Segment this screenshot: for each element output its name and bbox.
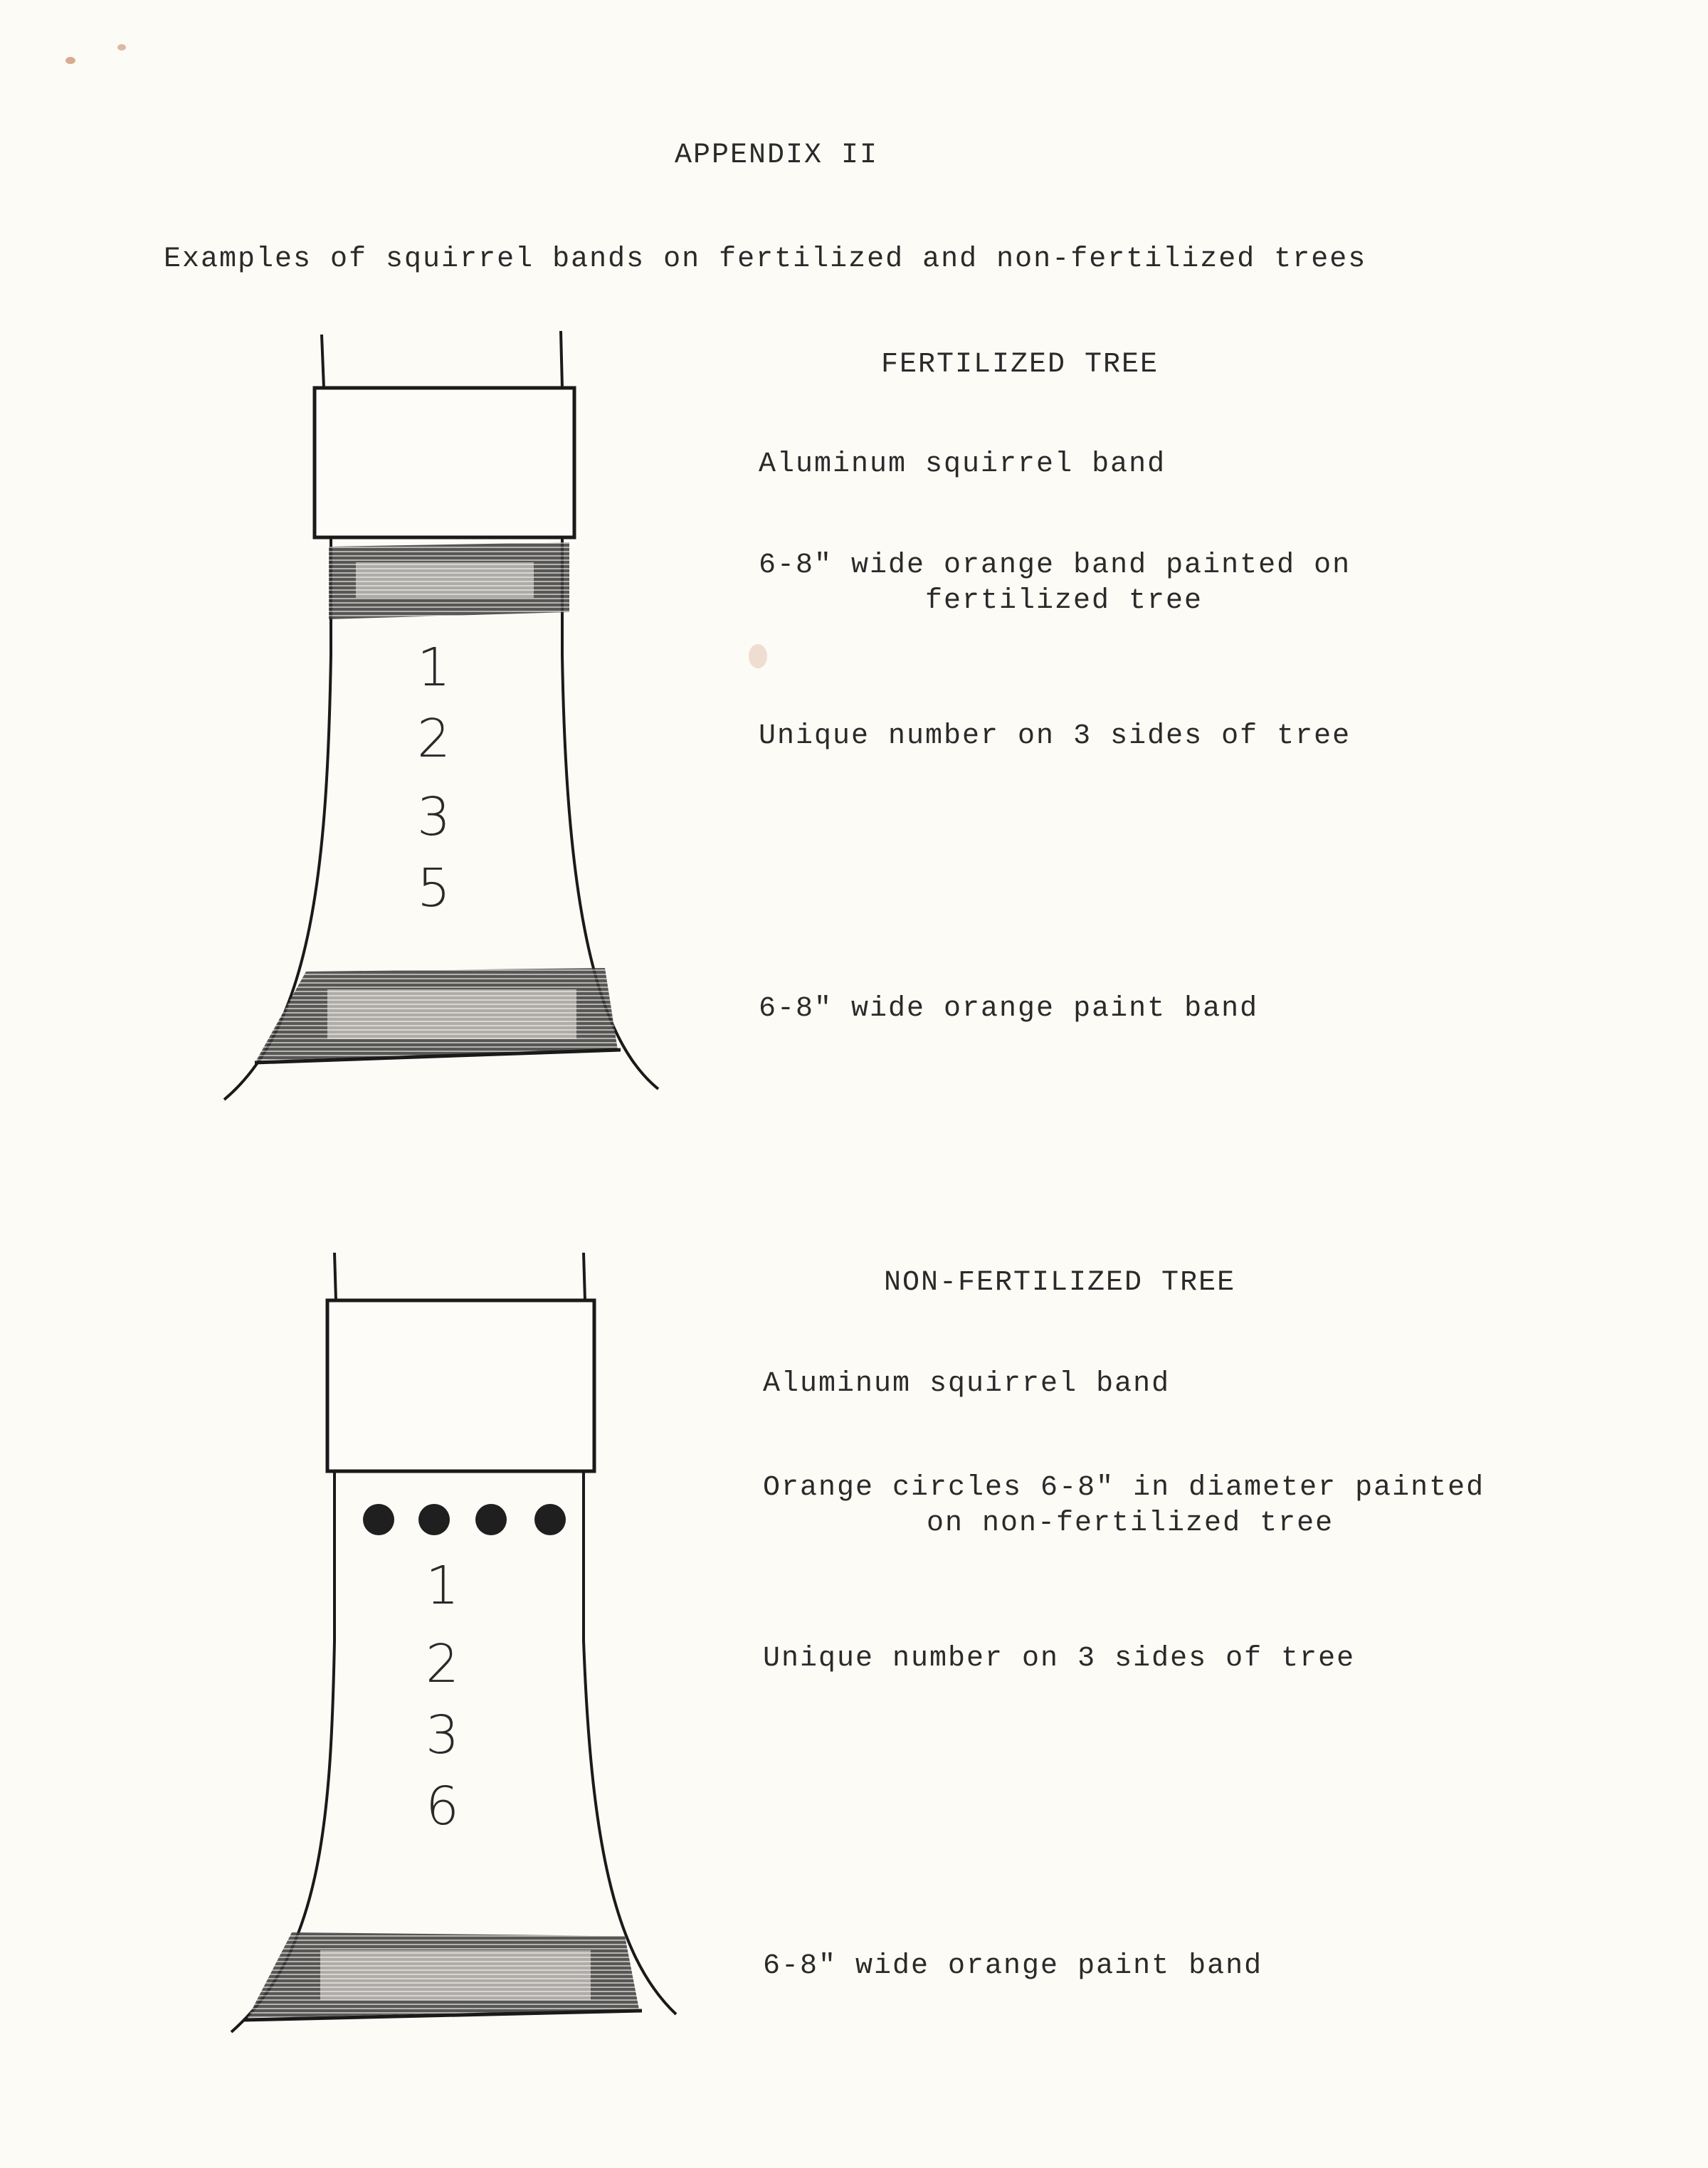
tree-number-digit: 3: [417, 786, 451, 848]
label-unique-number: Unique number on 3 sides of tree: [763, 1643, 1356, 1675]
fertilized-tree-heading: FERTILIZED TREE: [881, 349, 1159, 381]
orange-circle-marker: [418, 1504, 450, 1535]
tree-number-digit: 2: [417, 708, 451, 769]
tree-number-digit: 6: [426, 1776, 460, 1837]
appendix-title: APPENDIX II: [675, 140, 879, 172]
orange-circle-marker: [475, 1504, 507, 1535]
trunk-edge: [561, 331, 562, 388]
label-aluminum-band: Aluminum squirrel band: [763, 1368, 1171, 1400]
label-aluminum-band: Aluminum squirrel band: [759, 448, 1166, 480]
paper-stain: [749, 644, 767, 668]
tree-number-digit: 1: [426, 1555, 460, 1616]
tree-number-digit: 5: [417, 858, 451, 919]
label-orange-circles-line2: on non-fertilized tree: [927, 1507, 1334, 1540]
page-subtitle: Examples of squirrel bands on fertilized and non-fertilized trees: [164, 243, 1367, 275]
trunk-right-side: [584, 1471, 676, 2014]
band-highlight: [327, 989, 576, 1039]
paper-stain: [117, 44, 126, 51]
tree-number-digit: 3: [426, 1705, 460, 1766]
label-top-paint-band-line2: fertilized tree: [925, 585, 1203, 617]
orange-circle-marker: [363, 1504, 394, 1535]
aluminum-band-shape: [315, 388, 574, 537]
trunk-edge: [322, 335, 324, 388]
paper-stain: [65, 57, 75, 64]
band-highlight: [320, 1950, 591, 2000]
trunk-edge: [584, 1253, 585, 1300]
label-top-paint-band-line1: 6-8" wide orange band painted on: [759, 549, 1351, 582]
label-bottom-paint-band: 6-8" wide orange paint band: [759, 993, 1259, 1025]
label-orange-circles-line1: Orange circles 6-8" in diameter painted: [763, 1472, 1485, 1504]
trunk-edge: [334, 1253, 336, 1300]
orange-circle-marker: [534, 1504, 566, 1535]
aluminum-band-shape: [327, 1300, 594, 1471]
label-unique-number: Unique number on 3 sides of tree: [759, 720, 1351, 752]
tree-number-digit: 2: [426, 1633, 460, 1695]
band-highlight: [356, 562, 534, 598]
label-bottom-paint-band: 6-8" wide orange paint band: [763, 1950, 1263, 1982]
tree-number-digit: 1: [417, 637, 451, 698]
non-fertilized-tree-heading: NON-FERTILIZED TREE: [884, 1267, 1236, 1299]
